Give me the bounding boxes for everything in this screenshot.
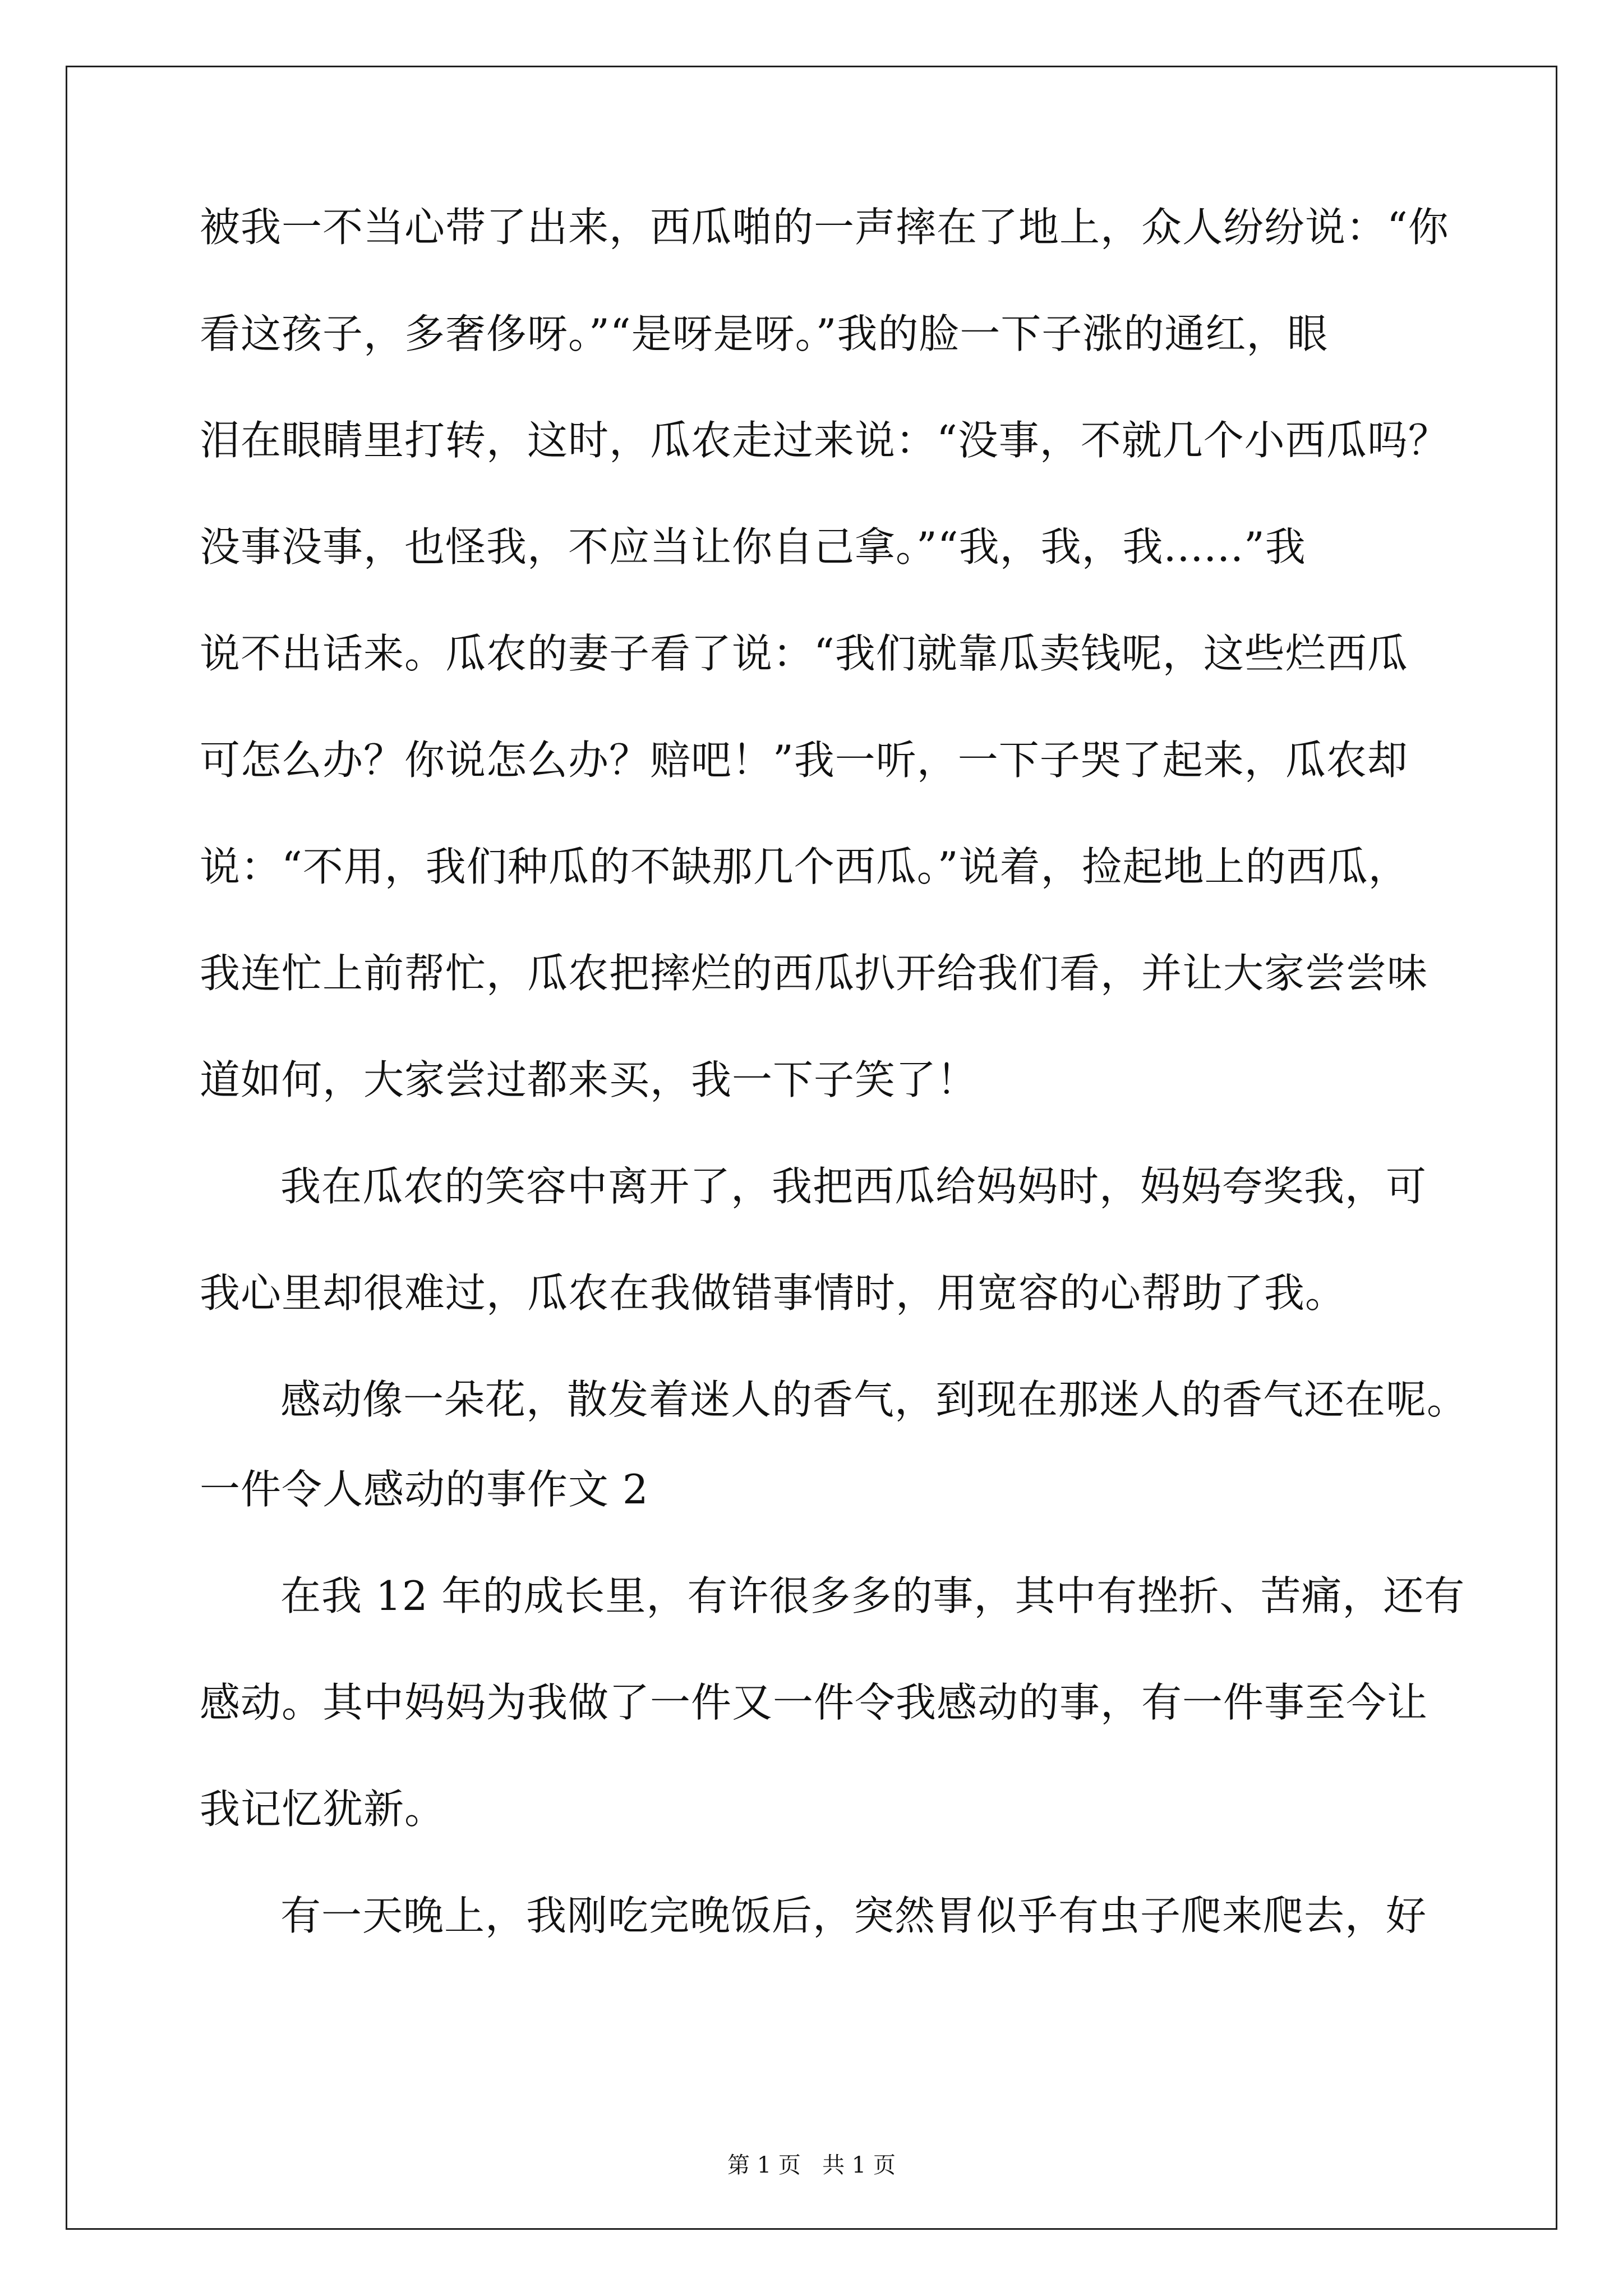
- text-line: 没事没事，也怪我，不应当让你自己拿。”“我，我，我......”我: [200, 523, 1306, 570]
- text-line: 可怎么办？你说怎么办？赔吧！”我一听，一下子哭了起来，瓜农却: [200, 737, 1408, 784]
- text-line: 我心里却很难过，瓜农在我做错事情时，用宽容的心帮助了我。: [200, 1269, 1347, 1317]
- paragraph-first-line: 感动像一朵花，散发着迷人的香气，到现在那迷人的香气还在呢。: [280, 1376, 1468, 1423]
- text-line: 感动。其中妈妈为我做了一件又一件令我感动的事，有一件事至今让: [200, 1679, 1428, 1726]
- text-line: 被我一不当心带了出来，西瓜啪的一声摔在了地上，众人纷纷说：“你: [200, 204, 1449, 251]
- text-line: 泪在眼睛里打转，这时，瓜农走过来说：“没事，不就几个小西瓜吗？: [200, 417, 1449, 464]
- paragraph-first-line: 有一天晚上，我刚吃完晚饭后，突然胃似乎有虫子爬来爬去，好: [280, 1892, 1427, 1939]
- paragraph-first-line: 在我 12 年的成长里，有许很多多的事，其中有挫折、苦痛，还有: [280, 1572, 1465, 1619]
- page-number-footer: 第 1 页 共 1 页: [727, 2152, 896, 2178]
- section-heading: 一件令人感动的事作文 2: [200, 1466, 649, 1513]
- text-line: 说：“不用，我们种瓜的不缺那几个西瓜。”说着，捡起地上的西瓜，: [200, 843, 1409, 890]
- text-line: 看这孩子，多奢侈呀。”“是呀是呀。”我的脸一下子涨的通红，眼: [200, 310, 1329, 357]
- text-line: 说不出话来。瓜农的妻子看了说：“我们就靠瓜卖钱呢，这些烂西瓜: [200, 630, 1408, 677]
- paragraph-first-line: 我在瓜农的笑容中离开了，我把西瓜给妈妈时，妈妈夸奖我，可: [280, 1163, 1427, 1210]
- text-line: 我连忙上前帮忙，瓜农把摔烂的西瓜扒开给我们看，并让大家尝尝味: [200, 950, 1428, 997]
- text-line: 我记忆犹新。: [200, 1786, 446, 1833]
- text-line: 道如何，大家尝过都来买，我一下子笑了！: [200, 1056, 978, 1103]
